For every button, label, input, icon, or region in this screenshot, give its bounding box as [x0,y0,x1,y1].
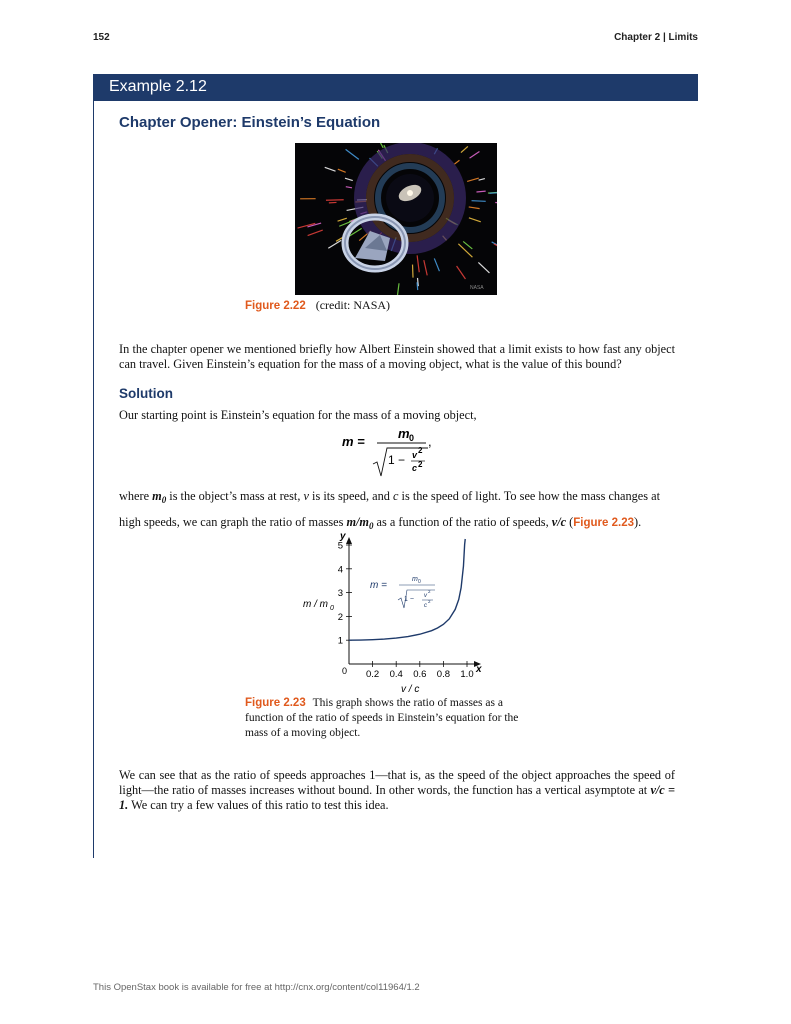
y-tick-label: 3 [337,588,343,600]
figure-2-23-caption [245,696,535,741]
running-head: Chapter 2 | Limits [614,32,698,43]
annotation-c: c [424,603,427,609]
y-axis-arrow [346,537,352,544]
v-symbol: v [303,489,309,503]
figure-2-23-caption-text: This graph shows the ratio of masses as a function of the ratio of speeds in Einstein’s equation for the mass of a moving object. [245,697,519,739]
example-heading: Chapter Opener: Einstein’s Equation [119,114,381,131]
figure-2-22-label: Figure 2.22 [245,300,306,312]
footer-note: This OpenStax book is available for free at http://cnx.org/content/col11964/1.2 [93,982,420,993]
page-number: 152 [93,32,110,43]
equation-c-exp: 2 [418,460,423,469]
equation-numerator-sub: 0 [409,433,415,443]
chart-series-line [349,539,465,640]
chart-annotation [370,576,435,609]
x-tick-label: 0.6 [413,669,427,680]
light-streak [476,191,485,192]
where-text-5: as a function of the ratio of speeds, [373,515,552,529]
example-title: Example 2.12 [109,78,207,95]
intro-paragraph: In the chapter opener we mentioned briefly how Albert Einstein showed that a limit exists to how fast any object can travel. Given Einstein’s equation for the mass of a moving object, what is the value of this bound? [119,342,675,371]
light-streak [472,201,486,202]
y-axis-label-sub: 0 [330,605,334,612]
m0-subscript: 0 [161,495,167,505]
mass-ratio-symbol: m/m [346,515,369,529]
annotation-v-exp: 2 [428,589,431,594]
conclusion-tail: We can try a few values of this ratio to test this idea. [128,798,389,812]
annotation-c-exp: 2 [428,599,431,604]
light-streak [417,282,418,290]
annotation-one-minus: 1 − [404,596,414,603]
x-axis-name: x [476,664,482,675]
x-axis-label: v / c [401,684,420,695]
m0-symbol: m [152,489,162,503]
figure-2-23-label: Figure 2.23 [245,697,306,709]
where-text-3: is its speed, and [308,489,393,503]
x-tick-label: 1.0 [460,669,474,680]
y-axis-label: m / m [303,599,328,610]
annotation-numerator-sub: 0 [418,579,421,585]
where-text-6: ( [566,515,574,529]
light-streak [495,203,497,204]
equation-lhs: m = [342,434,365,449]
example-left-rule [93,101,94,858]
x-tick-label: 0.2 [365,669,380,680]
x-tick-label: 0.4 [389,669,403,680]
origin-label: 0 [342,666,348,676]
einstein-equation [340,424,440,482]
example-title-bar [93,74,698,101]
figure-2-23-link[interactable]: Figure 2.23 [573,517,634,529]
annotation-lhs: m = [370,580,387,591]
y-tick-label: 2 [337,611,343,623]
y-tick-label: 1 [337,635,343,647]
figure-2-23-chart [295,528,495,696]
figure-2-22-caption [245,296,390,314]
mass-ratio-subscript: 0 [368,521,374,531]
conclusion-text: We can see that as the ratio of speeds approaches 1—that is, as the speed of the object approaches the speed of light—the ratio of masses increases without bound. In other words, the function has a vertical asymptote at [119,768,675,797]
where-text-7: ). [633,515,642,529]
equation-one-minus: 1 − [388,453,406,467]
where-text-2: is the object’s mass at rest, [166,489,304,503]
asymptote-expression: v/c = 1. [119,783,675,812]
solution-intro: Our starting point is Einstein’s equation for the mass of a moving object, [119,408,477,422]
conclusion-paragraph [119,768,675,813]
chart-ticks [338,541,474,681]
y-axis-name: y [340,531,346,542]
y-tick-label: 4 [337,564,343,576]
figure-2-22-image [295,143,497,295]
equation-c: c [412,463,418,473]
equation-v: v [412,450,418,460]
figure-2-22-credit: (credit: NASA) [315,298,391,312]
equation-comma: , [428,434,432,449]
solution-heading: Solution [119,386,173,401]
equation-numerator: m [398,426,410,441]
y-tick-label: 5 [337,540,343,552]
x-tick-label: 0.8 [436,669,451,680]
where-text-4: is the speed of light. To see how the mass changes at high speeds, we can graph the ratio of masses [119,489,660,529]
equation-v-exp: 2 [418,446,423,455]
svg-text:NASA: NASA [470,285,484,291]
speed-ratio-symbol: v/c [551,515,567,529]
annotation-numerator: m [412,576,418,583]
annotation-v: v [424,593,427,599]
c-symbol: c [393,489,399,503]
where-text-1: where [119,489,153,503]
